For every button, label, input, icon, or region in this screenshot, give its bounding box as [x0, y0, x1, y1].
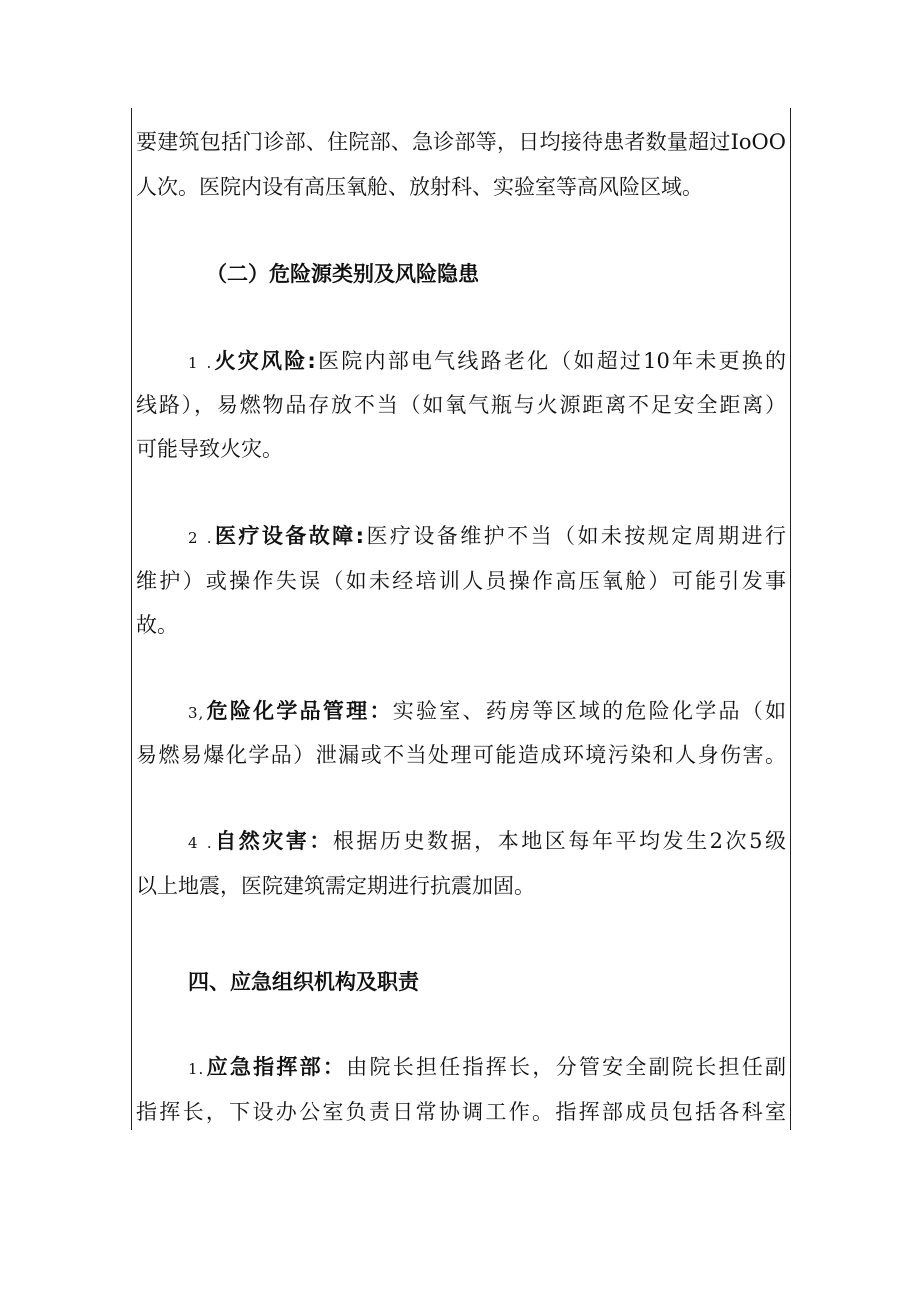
- item-command-text: 由院长担任指挥长，分管安全副院长担任副: [346, 1055, 786, 1079]
- item-chemicals-line-1: [136, 691, 786, 731]
- item-chemicals-text: 实验室、药房等区域的危险化学品（如: [392, 699, 786, 723]
- item-equipment-line-3: 故。: [136, 613, 178, 637]
- item-equipment-text: 医疗设备维护不当（如未按规定周期进行: [364, 524, 786, 548]
- item-equipment-line-1: [136, 516, 786, 556]
- item-fire-line-1: [136, 341, 786, 381]
- item-equipment-number: 2 .: [188, 529, 213, 547]
- section-heading-organization: 四、应急组织机构及职责: [188, 970, 419, 994]
- item-command-line-1: [136, 1047, 786, 1087]
- item-disaster-text: 根据历史数据，本地区每年平均发生2次5级: [332, 829, 786, 853]
- table-border-right: [790, 108, 791, 1130]
- item-chemicals-line-2: 易燃易爆化学品）泄漏或不当处理可能造成环境污染和人身伤害。: [136, 743, 786, 767]
- item-fire-number: 1 .: [188, 354, 213, 372]
- item-fire-title: 火灾风险:: [212, 349, 316, 373]
- item-disaster-number: 4 .: [188, 834, 213, 852]
- intro-line-1: 要建筑包括门诊部、住院部、急诊部等，日均接待患者数量超过IoOO: [136, 130, 786, 154]
- item-chemicals-number: 3,: [188, 704, 205, 722]
- item-equipment-title: 医疗设备故障:: [212, 524, 365, 548]
- item-command-title: 应急指挥部：: [204, 1055, 347, 1079]
- item-equipment-line-2: 维护）或操作失误（如未经培训人员操作高压氧舱）可能引发事: [136, 569, 786, 593]
- intro-line-2: 人次。医院内设有高压氧舱、放射科、实验室等高风险区域。: [136, 175, 703, 199]
- item-fire-text: 医院内部电气线路老化（如超过10年未更换的: [315, 349, 786, 373]
- item-fire-line-2: 线路），易燃物品存放不当（如氧气瓶与火源距离不足安全距离）: [136, 393, 786, 417]
- table-border-left: [131, 108, 132, 1130]
- item-disaster-line-1: [136, 821, 786, 861]
- section-heading-hazards: （二）危险源类别及风险隐患: [206, 262, 479, 286]
- item-disaster-title: 自然灾害：: [212, 829, 333, 853]
- item-fire-line-3: 可能导致火灾。: [136, 437, 283, 461]
- item-disaster-line-2: 以上地震，医院建筑需定期进行抗震加固。: [136, 874, 535, 898]
- item-command-line-2: 指挥长，下设办公室负责日常协调工作。指挥部成员包括各科室: [136, 1100, 786, 1124]
- item-command-number: 1.: [188, 1060, 205, 1078]
- item-chemicals-title: 危险化学品管理：: [204, 699, 393, 723]
